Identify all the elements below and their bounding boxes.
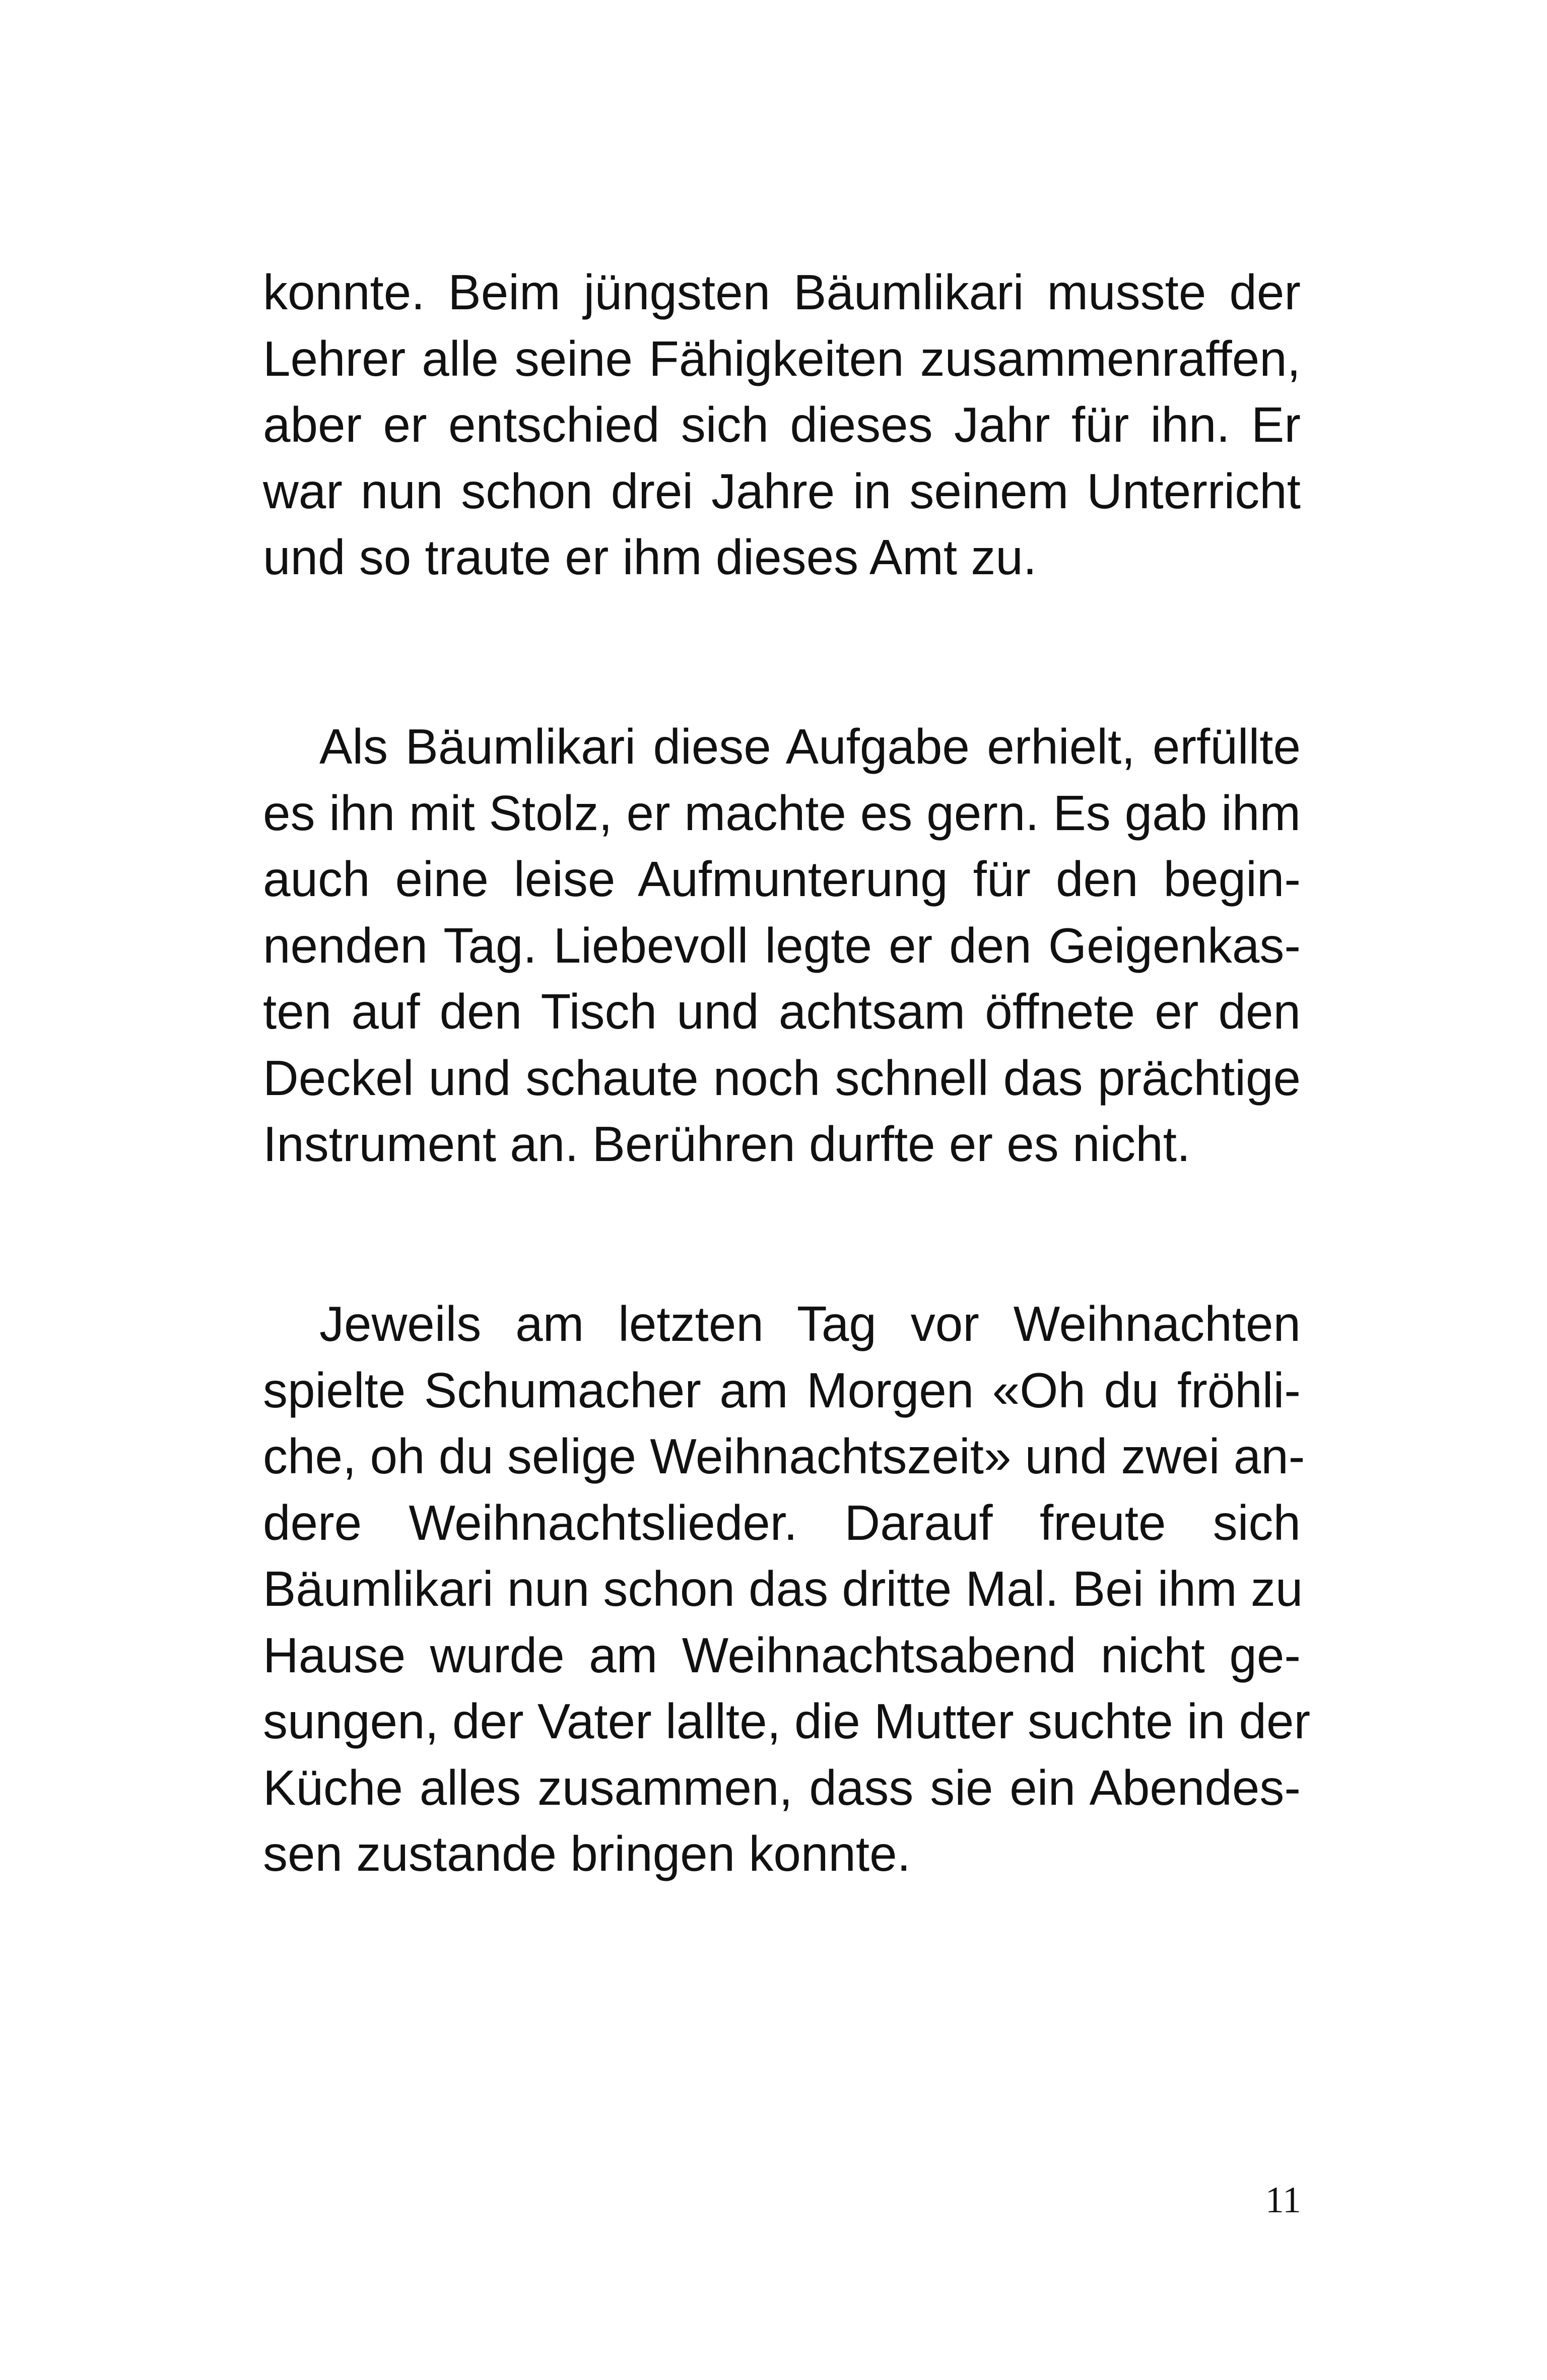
- text-line: Deckel und schaute noch schnell das prächtige: [263, 1050, 1301, 1106]
- text-line: und so traute er ihm dieses Amt zu.: [263, 529, 1037, 585]
- text-line: nenden Tag. Liebevoll legte er den Geigenkas-: [263, 917, 1301, 973]
- text-line: dere Weihnachtslieder. Darauf freute sich: [263, 1494, 1301, 1550]
- text-line: spielte Schumacher am Morgen «Oh du fröhli-: [263, 1362, 1301, 1418]
- text-line: war nun schon drei Jahre in seinem Unterricht: [263, 463, 1301, 519]
- paragraph-1: [263, 259, 1301, 591]
- text-line: konnte. Beim jüngsten Bäumlikari musste der: [263, 264, 1301, 320]
- text-line: aber er entschied sich dieses Jahr für ihn. Er: [263, 397, 1301, 452]
- text-line: Hause wurde am Weihnachtsabend nicht ge-: [263, 1627, 1301, 1683]
- text-line: auch eine leise Aufmunterung für den begin-: [263, 851, 1301, 907]
- text-line: che, oh du selige Weihnachtszeit» und zwei an-: [263, 1429, 1305, 1484]
- text-line: ten auf den Tisch und achtsam öffnete er den: [263, 984, 1301, 1039]
- text-line: Küche alles zusammen, dass sie ein Abendes-: [263, 1759, 1301, 1815]
- paragraph-3: [263, 1291, 1311, 1887]
- text-line: Instrument an. Berühren durfte er es nicht.: [263, 1116, 1191, 1172]
- text-line: Als Bäumlikari diese Aufgabe erhielt, erfüllte: [319, 719, 1301, 774]
- text-line: Lehrer alle seine Fähigkeiten zusammenraffen,: [263, 330, 1301, 386]
- paragraph-2: [263, 714, 1301, 1178]
- text-line: Bäumlikari nun schon das dritte Mal. Bei ihm zu: [263, 1561, 1303, 1616]
- text-line: sungen, der Vater lallte, die Mutter suchte in der: [263, 1693, 1311, 1749]
- text-line: Jeweils am letzten Tag vor Weihnachten: [319, 1296, 1301, 1351]
- page-number: 11: [1265, 2180, 1301, 2221]
- text-line: es ihn mit Stolz, er machte es gern. Es gab ihm: [263, 785, 1301, 841]
- text-line: sen zustande bringen konnte.: [263, 1826, 911, 1881]
